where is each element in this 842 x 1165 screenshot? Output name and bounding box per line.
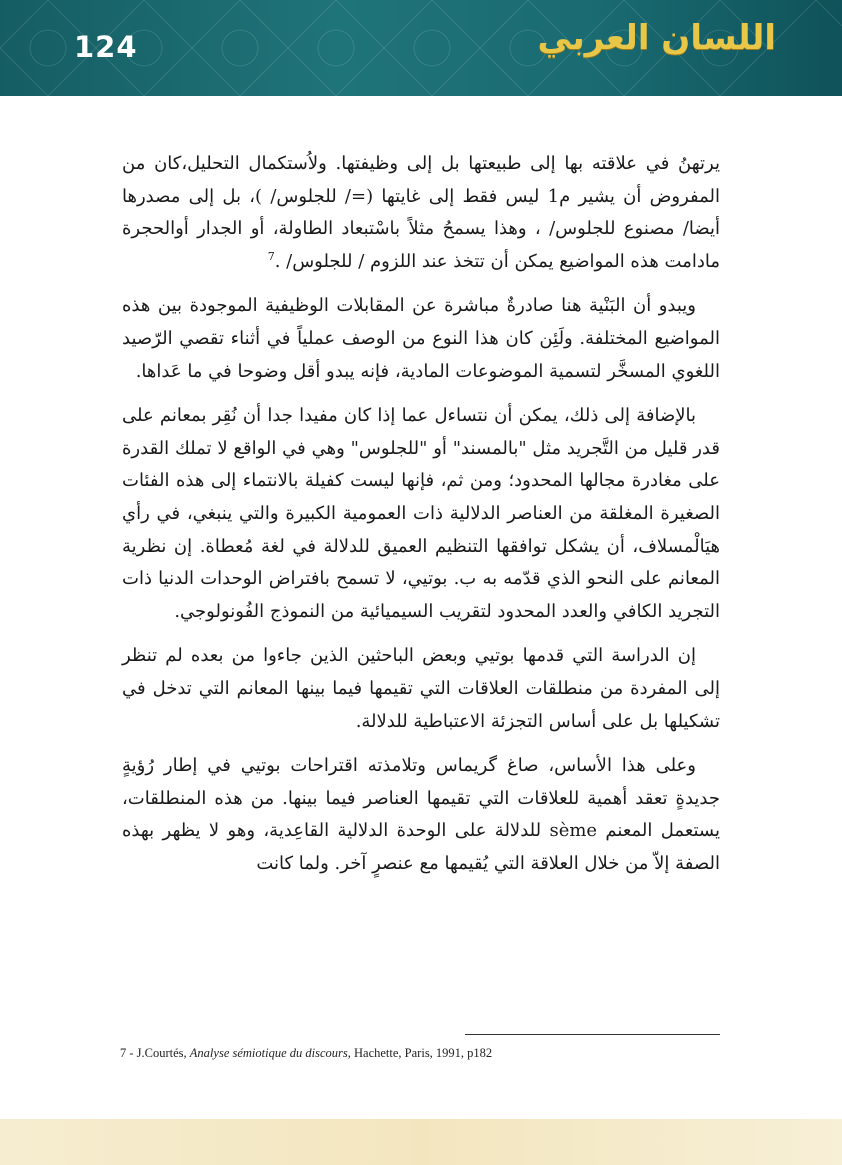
journal-logo: اللسان العربي bbox=[537, 18, 776, 58]
paragraph-3: بالإضافة إلى ذلك، يمكن أن نتساءل عما إذا كان مفيدا جدا أن نُقِر بمعانم على قدر قليل من التَّجريد مثل "بالمسند" أو "للجلوس" وهي في الواقع لا تملك القدرة على مغادرة مجالها المحدود؛ ومن ثم، فإنها ليست كفيلة بالانتماء إلى هذه الفئات الصغيرة المغلقة من العناصر الدلالية ذات العمومية الكبيرة والتي ينبغي، في رأي هيَالْمسلاف، أن يشكل توافقها التنظيم العميق للدلالة في لغة مُعطاة. إن نظرية المعانم على النحو الذي قدّمه به ب. بوتيي، لا تسمح بافتراض الوحدات الدنيا ذات التجريد الكافي والعدد المحدود لتقريب السيميائية من النموذج الفُونولوجي. bbox=[122, 405, 720, 622]
paragraph-4: إن الدراسة التي قدمها بوتيي وبعض الباحثين الذين جاءوا من بعده لم تنظر إلى المفردة من منطلقات العلاقات التي تقيمها فيما بينها المعانم التي تدخل في تشكيلها بل على أساس التجزئة الاعتباطية للدلالة. bbox=[122, 645, 720, 732]
footnote-divider bbox=[465, 1034, 720, 1035]
article-body bbox=[122, 148, 720, 892]
paragraph-1-text: يرتهنُ في علاقته بها إلى طبيعتها بل إلى وظيفتها. ولاُستكمال التحليل،كان من المفروض أن يشير م1 ليس فقط إلى غايتها (=/ للجلوس/ )، بل إلى مصدرها أيضا/ مصنوع للجلوس/ ، وهذا يسمحُ مثلاً باسْتبعاد الطاولة، أو الجدار أوالحجرة مادامت هذه المواضيع يمكن أن تتخذ عند اللزوم / للجلوس/ . bbox=[122, 153, 721, 272]
paragraph-1 bbox=[122, 148, 720, 278]
footnote bbox=[120, 1046, 720, 1061]
paragraph-2: ويبدو أن البَنْية هنا صادرةٌ مباشرة عن المقابلات الوظيفية الموجودة بين هذه المواضيع المختلفة. ولَئِن كان هذا النوع من الوصف عملياً في أثناء تقصي الرّصيد اللغوي المسخَّر لتسمية الموضوعات المادية، فإنه يبدو أقل وضوحا في ما عَداها. bbox=[122, 295, 720, 382]
page-footer-band bbox=[0, 1119, 842, 1165]
page-header bbox=[0, 0, 842, 96]
footnote-title: Analyse sémiotique du discours bbox=[189, 1046, 348, 1060]
footnote-suffix: , Hachette, Paris, 1991, p182 bbox=[347, 1046, 493, 1060]
paragraph-5: وعلى هذا الأساس، صاغ گريماس وتلامذته اقتراحات بوتيي في إطار رُؤيةٍ جديدةٍ تعقد أهمية للعلاقات التي تقيمها العناصر فيما بينها. من هذه المنطلقات، يستعمل المعنم sème للدلالة على الوحدة الدلالية القاعِدية، وهو لا يظهر بهذه الصفة إلاّ من خلال العلاقة التي يُقيمها مع عنصرٍ آخر. ولما كانت bbox=[122, 755, 721, 874]
footnote-prefix: 7 - J.Courtés, bbox=[120, 1046, 190, 1060]
page-number: 124 bbox=[74, 30, 138, 64]
footnote-ref[interactable]: 7 bbox=[267, 249, 275, 263]
